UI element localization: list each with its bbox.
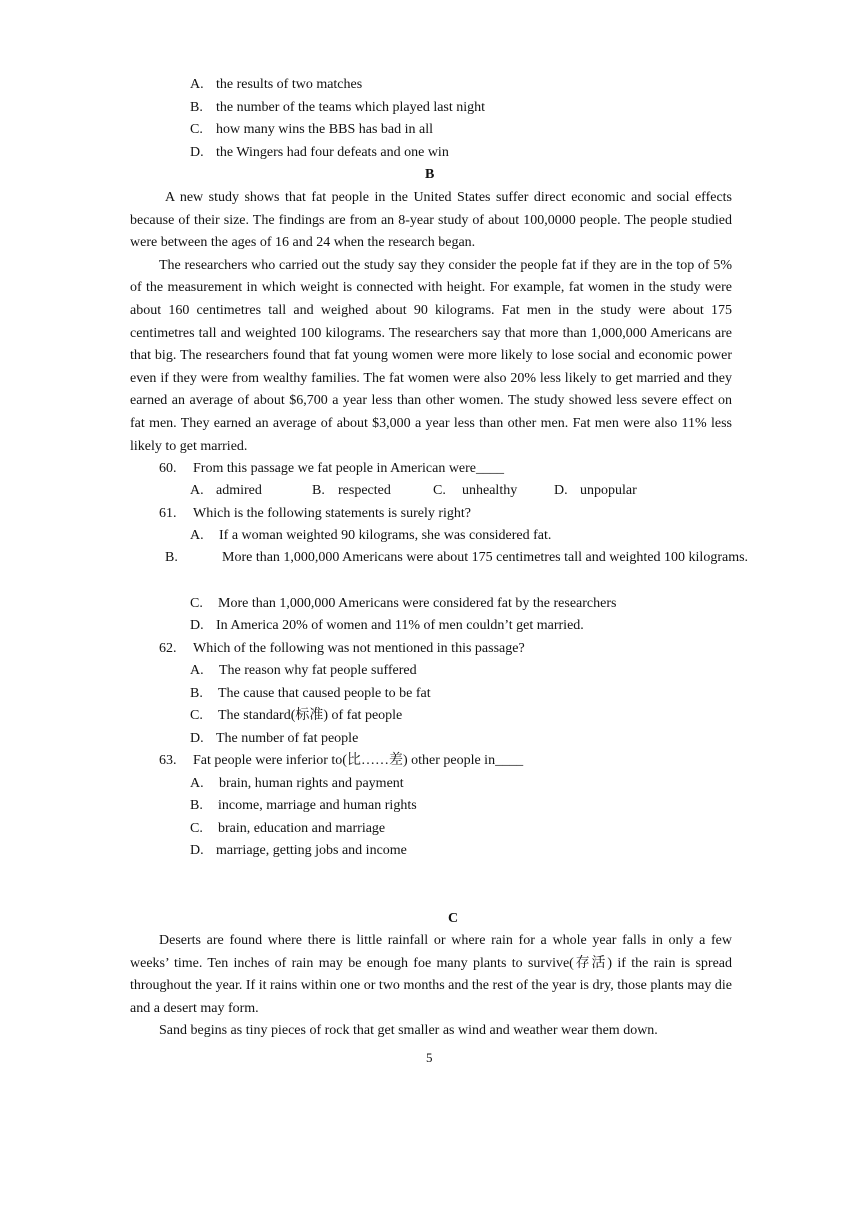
section-c-paragraph-1: Deserts are found where there is little rainfall or where rain for a whole year falls in only a few weeks’ time. Ten inches of rain may be enough foe many plants to survive(存活) if the rain is spread throughout the year. If it rains within one or two months and the rest of the year is dry, those plants may die and a desert may form. bbox=[130, 933, 732, 1016]
q63-option-a: A. brain, human rights and payment bbox=[190, 776, 404, 791]
q62-option-d: D. The number of fat people bbox=[190, 731, 359, 746]
section-b-passage bbox=[130, 187, 732, 458]
section-b-heading: B bbox=[425, 167, 435, 182]
q63-option-d: D. marriage, getting jobs and income bbox=[190, 843, 407, 858]
q62-option-b: B. The cause that caused people to be fat bbox=[190, 686, 431, 701]
q60-option-a: A. admired bbox=[190, 483, 262, 498]
page-number: 5 bbox=[426, 1050, 433, 1065]
section-c-paragraph-2: Sand begins as tiny pieces of rock that get smaller as wind and weather wear them down. bbox=[159, 1023, 658, 1039]
section-b-paragraph-1: A new study shows that fat people in the United States suffer direct economic and social effects because of their size. The findings are from an 8-year study of about 100,0000 people. The people studied were between the ages of 16 and 24 when the research began. bbox=[130, 190, 732, 251]
q63-option-c: C. brain, education and marriage bbox=[190, 821, 386, 836]
q61-option-c: C. More than 1,000,000 Americans were considered fat by the researchers bbox=[190, 596, 617, 611]
question-60: 60. From this passage we fat people in American were____ bbox=[159, 461, 505, 476]
prev-option-b: B. the number of the teams which played last night bbox=[190, 100, 486, 115]
q60-option-b: B. respected bbox=[312, 483, 391, 498]
section-c-heading: C bbox=[448, 911, 459, 926]
prev-option-c: C. how many wins the BBS has bad in all bbox=[190, 122, 433, 137]
q61-option-a: A. If a woman weighted 90 kilograms, she was considered fat. bbox=[190, 528, 552, 543]
prev-option-d: D. the Wingers had four defeats and one win bbox=[190, 145, 449, 160]
prev-option-a: A. the results of two matches bbox=[190, 77, 363, 92]
q63-option-b: B. income, marriage and human rights bbox=[190, 798, 417, 813]
q61-option-d: D. In America 20% of women and 11% of men couldn’t get married. bbox=[190, 618, 584, 633]
section-c-passage bbox=[130, 930, 732, 1043]
q60-option-d: D. unpopular bbox=[554, 483, 637, 498]
q60-option-c: C. unhealthy bbox=[433, 483, 518, 498]
q61-option-b: B. More than 1,000,000 Americans were about 175 centimetres tall and weighted 100 kilograms. bbox=[165, 550, 749, 565]
question-63: 63. Fat people were inferior to(比……差) other people in____ bbox=[159, 753, 524, 768]
section-b-paragraph-2: The researchers who carried out the study say they consider the people fat if they are in the top of 5% of the measurement in which weight is connected with height. For example, fat women in the study were about 160 centimetres tall and weighed about 90 kilograms. Fat men in the study were about 175 centimetres tall and weighted 100 kilograms. The researchers say that more than 1,000,000 Americans are that big. The researchers found that fat young women were more likely to lose social and economic power even if they were from wealthy families. The fat women were also 20% less likely to get married and they earned an average of about $6,700 a year less than other women. The study showed less severe effect on fat men. They earned an average of about $3,000 a year less than other men. Fat men were also 11% less likely to get married. bbox=[130, 257, 732, 454]
question-62: 62. Which of the following was not mentioned in this passage? bbox=[159, 641, 525, 656]
q62-option-c: C. The standard(标准) of fat people bbox=[190, 708, 403, 723]
question-61: 61. Which is the following statements is surely right? bbox=[159, 506, 472, 521]
q62-option-a: A. The reason why fat people suffered bbox=[190, 663, 417, 678]
